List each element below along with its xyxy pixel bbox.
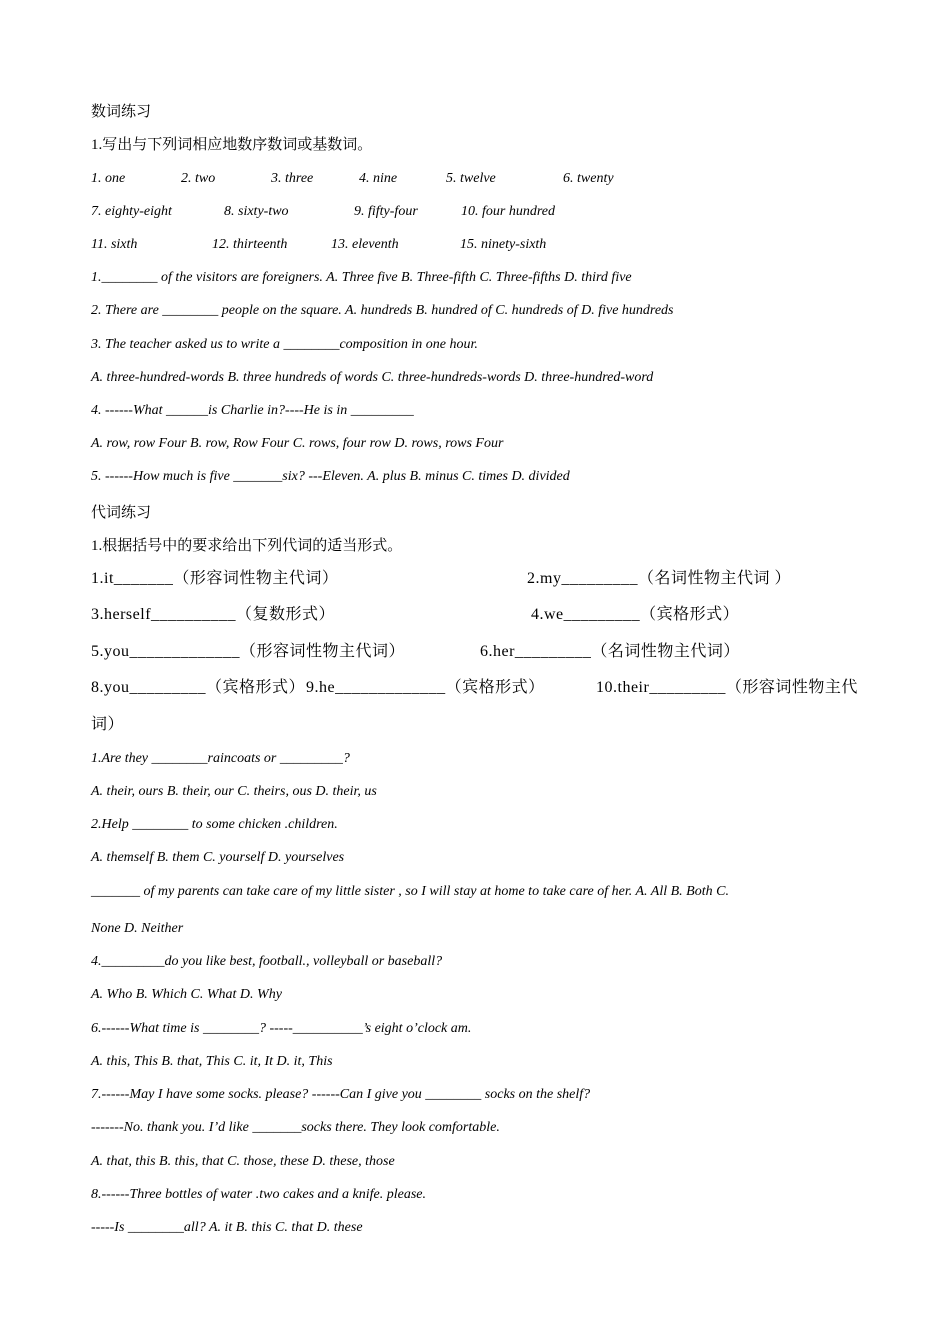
section-instruction-numerals: 1.写出与下列词相应地数序数词或基数词。 (91, 137, 373, 153)
word-item: 5. twelve (446, 171, 496, 186)
answer-options: A. themself B. them C. yourself D. yourselves (91, 850, 345, 865)
answer-options: A. their, ours B. their, our C. theirs, ous D. their, us (91, 784, 377, 799)
fill-row-3 (91, 642, 866, 664)
fill-item: 9.he_____________（宾格形式） (306, 679, 545, 696)
fill-item: 6.her_________（名词性物主代词） (480, 643, 740, 660)
word-item: 12. thirteenth (212, 237, 288, 252)
question-line: -------No. thank you. I’d like _______socks there. They look comfortable. (91, 1120, 500, 1135)
word-item: 2. two (181, 171, 216, 186)
fill-row-4 (91, 678, 866, 700)
answer-options: A. Who B. Which C. What D. Why (91, 987, 282, 1002)
section-title-pronouns: 代词练习 (91, 505, 152, 521)
word-item: 4. nine (359, 171, 398, 186)
question-line: -----Is ________all? A. it B. this C. that D. these (91, 1220, 363, 1235)
section-instruction-pronouns: 1.根据括号中的要求给出下列代词的适当形式。 (91, 538, 403, 554)
word-item: 15. ninety-sixth (460, 237, 547, 252)
fill-item: 4.we_________（宾格形式） (531, 606, 740, 623)
word-item: 8. sixty-two (224, 204, 289, 219)
answer-options: A. three-hundred-words B. three hundreds of words C. three-hundreds-words D. three-hundred-word (91, 370, 654, 385)
question-line: 2.Help ________ to some chicken .children. (91, 817, 338, 832)
fill-row-5: 词） (91, 716, 125, 733)
word-row-3 (91, 235, 866, 255)
question-line: 3. The teacher asked us to write a ________composition in one hour. (91, 337, 478, 352)
answer-options: A. row, row Four B. row, Row Four C. rows, four row D. rows, rows Four (91, 436, 504, 451)
word-item: 7. eighty-eight (91, 204, 172, 219)
word-item: 13. eleventh (331, 237, 399, 252)
answer-options: A. this, This B. that, This C. it, It D. it, This (91, 1054, 333, 1069)
fill-item: 2.my_________（名词性物主代词 ） (527, 570, 791, 587)
word-item: 3. three (271, 171, 314, 186)
fill-item: 8.you_________（宾格形式） (91, 679, 306, 696)
question-line: 5. ------How much is five _______six? ---Eleven. A. plus B. minus C. times D. divided (91, 469, 570, 484)
fill-item: 1.it_______（形容词性物主代词） (91, 570, 339, 587)
fill-item: 10.their_________（形容词性物主代 (596, 679, 858, 696)
word-item: 9. fifty-four (354, 204, 418, 219)
fill-item: 5.you_____________（形容词性物主代词） (91, 643, 406, 660)
question-line: 8.------Three bottles of water .two cakes and a knife. please. (91, 1187, 427, 1202)
answer-options: A. that, this B. this, that C. those, these D. these, those (91, 1154, 395, 1169)
fill-item: 3.herself__________（复数形式） (91, 606, 336, 623)
word-item: 10. four hundred (461, 204, 555, 219)
word-item: 1. one (91, 171, 126, 186)
question-line: _______ of my parents can take care of my little sister , so I will stay at home to take care of her. A. All B. Both C. (91, 884, 729, 899)
question-line: 1.________ of the visitors are foreigners. A. Three five B. Three-fifth C. Three-fifths D. third five (91, 270, 632, 285)
question-line: 1.Are they ________raincoats or _________? (91, 751, 350, 766)
word-item: 6. twenty (563, 171, 614, 186)
word-item: 11. sixth (91, 237, 138, 252)
word-row-1 (91, 169, 866, 189)
question-line: 4._________do you like best, football., volleyball or baseball? (91, 954, 443, 969)
question-line: 6.------What time is ________? -----__________’s eight o’clock am. (91, 1021, 472, 1036)
question-line: 4. ------What ______is Charlie in?----He is in _________ (91, 403, 414, 418)
fill-row-1 (91, 569, 866, 591)
word-row-2 (91, 202, 866, 222)
fill-row-2 (91, 605, 866, 627)
question-line: 7.------May I have some socks. please? ------Can I give you ________ socks on the shelf? (91, 1087, 591, 1102)
section-title-numerals: 数词练习 (91, 104, 152, 120)
answer-options: None D. Neither (91, 921, 184, 936)
question-line: 2. There are ________ people on the square. A. hundreds B. hundred of C. hundreds of D. five hundreds (91, 303, 674, 318)
